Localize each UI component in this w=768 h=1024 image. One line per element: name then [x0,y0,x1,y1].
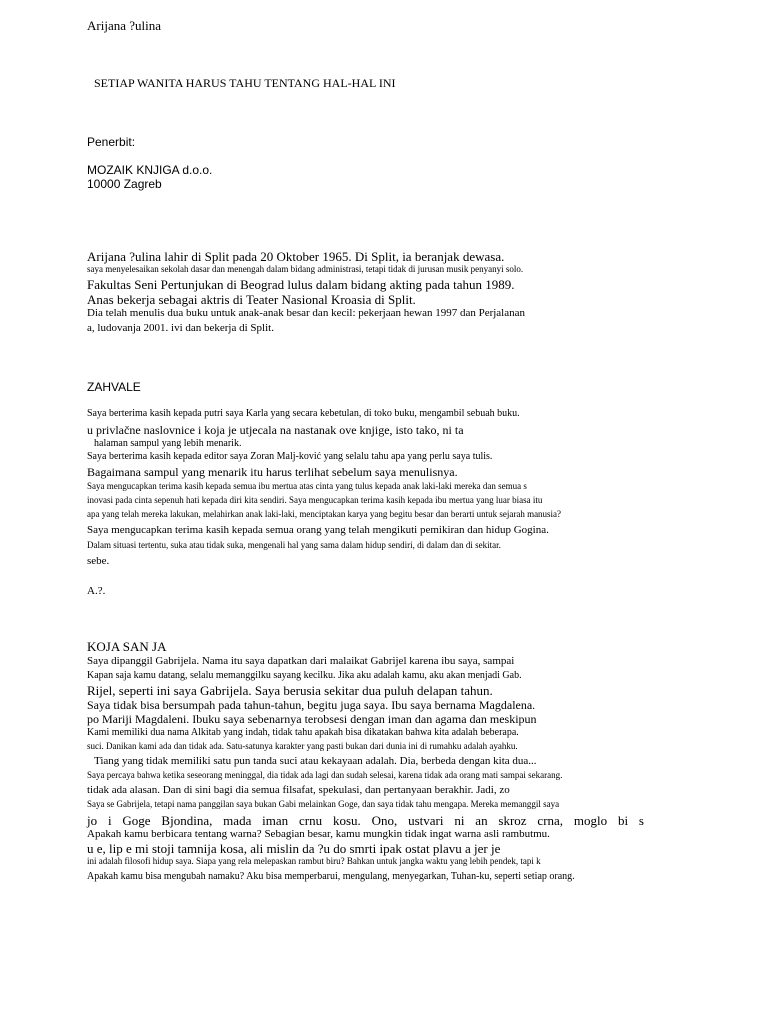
publisher-name: MOZAIK KNJIGA d.o.o. [87,163,213,177]
chapter-line: Apakah kamu bisa mengubah namaku? Aku bisa memperbarui, mengulang, menyegarkan, Tuhan-ku, seperti setiap orang. [87,871,575,882]
author-name: Arijana ?ulina [87,18,161,33]
chapter-line: Rijel, seperti ini saya Gabrijela. Saya berusia sekitar dua puluh delapan tahun. [87,683,493,698]
chapter-line: Saya tidak bisa bersumpah pada tahun-tahun, begitu juga saya. Ibu saya bernama Magdalena. [87,698,536,712]
chapter-line: Saya dipanggil Gabrijela. Nama itu saya dapatkan dari malaikat Gabrijel karena ibu saya, sampai [87,655,515,667]
ack-line: halaman sampul yang lebih menarik. [94,438,242,449]
chapter-line: po Mariji Magdaleni. Ibuku saya sebenarnya terobsesi dengan iman dan agama dan meskipun [87,712,537,726]
ack-signature: A.?. [87,585,106,597]
ack-line: Saya mengucapkan terima kasih kepada semua ibu mertua atas cinta yang tulus kepada anak laki-laki mereka dan semua s [87,481,527,491]
chapter-line: u e, lip e mi stoji tamnija kosa, ali mislin da ?u do smrti ipak ostat plavu a jer je [87,841,501,856]
ack-line: Saya berterima kasih kepada editor saya Zoran Malj-ković yang selalu tahu apa yang perlu saya tulis. [87,451,493,462]
chapter-line: tidak ada alasan. Dan di sini bagi dia semua filsafat, spekulasi, dan pertanyaan berakhir. Jadi, zo [87,784,510,796]
bio-line: saya menyelesaikan sekolah dasar dan menengah dalam bidang administrasi, tetapi tidak di jurusan musik penyanyi solo. [87,264,524,274]
chapter-line: ini adalah filosofi hidup saya. Siapa yang rela melepaskan rambut biru? Bahkan untuk jangka waktu yang lebih pendek, tapi k [87,856,541,866]
section-heading: ZAHVALE [87,380,141,394]
bio-line: Fakultas Seni Pertunjukan di Beograd lulus dalam bidang akting pada tahun 1989. [87,277,515,292]
ack-line: u privlačne naslovnice i koja je utjecala na nastanak ove knjige, isto tako, ni ta [87,423,464,437]
chapter-line: jo i Goge Bjondina, mada iman crnu kosu. Ono, ustvari ni an skroz crna, moglo bi s [87,813,644,828]
bio-line: Dia telah menulis dua buku untuk anak-anak besar dan kecil: pekerjaan hewan 1997 dan Perjalanan [87,307,526,319]
publisher-city: 10000 Zagreb [87,177,162,191]
bio-line: a, ludovanja 2001. ivi dan bekerja di Split. [87,322,274,334]
book-title: SETIAP WANITA HARUS TAHU TENTANG HAL-HAL INI [94,76,396,90]
chapter-line: Kami memiliki dua nama Alkitab yang indah, tidak tahu apakah bisa dikatakan bahwa kita adalah beberapa. [87,727,519,738]
publisher-label: Penerbit: [87,135,136,149]
bio-line: Anas bekerja sebagai aktris di Teater Nasional Kroasia di Split. [87,292,416,307]
ack-line: Dalam situasi tertentu, suka atau tidak suka, mengenali hal yang sama dalam hidup sendiri, di dalam dan di sekitar. [87,540,501,550]
chapter-line: Saya percaya bahwa ketika seseorang meninggal, dia tidak ada lagi dan sudah selesai, karena tidak ada orang mati sampai sekarang. [87,770,563,780]
chapter-line: Apakah kamu berbicara tentang warna? Sebagian besar, kamu mungkin tidak ingat warna asli rambutmu. [87,828,550,840]
ack-line: inovasi pada cinta sepenuh hati kepada diri kita sendiri. Saya mengucapkan terima kasih kepada ibu mertua yang luar biasa itu [87,495,543,505]
chapter-line: Saya se Gabrijela, tetapi nama panggilan saya bukan Gabi melainkan Goge, dan saya tidak tahu mengapa. Mereka memanggil saya [87,799,560,809]
chapter-heading: KOJA SAN JA [87,639,167,654]
ack-line: sebe. [87,555,110,567]
ack-line: Saya mengucapkan terima kasih kepada semua orang yang telah mengikuti pemikiran dan hidup Gogina. [87,524,549,536]
chapter-line: Tiang yang tidak memiliki satu pun tanda suci atau kekayaan adalah. Dia, berbeda dengan kita dua... [94,755,537,767]
ack-line: apa yang telah mereka lakukan, melahirkan anak laki-laki, menciptakan karya yang begitu besar dan berarti untuk sejarah manusia? [87,509,562,519]
ack-line: Bagaimana sampul yang menarik itu harus terlihat sebelum saya menulisnya. [87,465,458,479]
bio-line: Arijana ?ulina lahir di Split pada 20 Oktober 1965. Di Split, ia beranjak dewasa. [87,249,505,264]
chapter-line: suci. Danikan kami ada dan tidak ada. Satu-satunya karakter yang pasti bukan dari dunia ini di rumahku adalah ayahku. [87,741,518,751]
chapter-line: Kapan saja kamu datang, selalu memanggilku sayang kecilku. Jika aku adalah kamu, aku akan menjadi Gab. [87,670,522,681]
ack-line: Saya berterima kasih kepada putri saya Karla yang secara kebetulan, di toko buku, mengambil sebuah buku. [87,408,520,419]
